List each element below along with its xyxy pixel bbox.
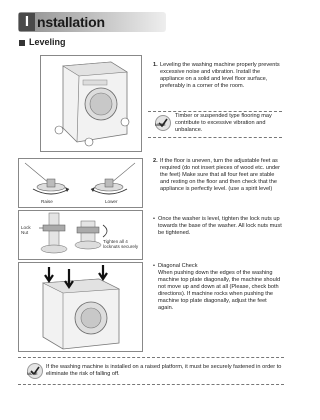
lower-label: Lower xyxy=(105,199,118,204)
note2-divider-top xyxy=(18,357,284,358)
page-title: nstallation xyxy=(37,14,105,30)
note2-text: If the washing machine is installed on a raised platform, it must be securely fastened in order to eliminate the risk of falling off. xyxy=(46,364,282,378)
section-square-icon xyxy=(19,40,25,46)
tighten-label: Tighten all 4 locknuts securely xyxy=(103,239,139,250)
diagonal-check-title: Diagonal Check xyxy=(158,263,198,269)
note2-divider-bottom xyxy=(18,384,284,385)
diagonal-check-icon xyxy=(19,263,142,351)
lock-nut-icon xyxy=(19,211,142,259)
lock-nut-label: Lock Nut xyxy=(21,225,31,236)
step-1-number: 1. xyxy=(153,62,158,68)
illustration-adjust-feet xyxy=(18,158,143,208)
bullet-lock-nut-text: Once the washer is level, tighten the lock nuts up towards the base of the washer. All lock nuts must be tightened. xyxy=(158,216,282,237)
illustration-diagonal-check xyxy=(18,262,143,352)
step-2-number: 2. xyxy=(153,158,158,164)
section-title: Leveling xyxy=(29,37,66,47)
illustration-lock-nut xyxy=(18,210,143,260)
note-badge: NOTE xyxy=(155,123,166,127)
note-divider-top xyxy=(148,111,282,112)
adjust-feet-icon xyxy=(19,159,142,207)
washer-icon xyxy=(41,56,141,151)
raise-label: Raise xyxy=(41,199,53,204)
step-1-text: Leveling the washing machine properly prevents excessive noise and vibration. Install the appliance on a solid and level floor surface, preferably in a corner of the room. xyxy=(160,62,280,90)
step-2-text: If the floor is uneven, turn the adjustable feet as required (do not insert pieces of wood etc. under the feet) Make sure that all four feet are stable and resting on the floor and then check that the appliance is perfectly level. (use a spirit level) xyxy=(160,158,281,193)
diagonal-check-text: When pushing down the edges of the washing machine top plate diagonally, the machine should not move up and down at all (Please, check both directions). If machine rocks when pushing the machine top plate diagonally, adjust the feet again. xyxy=(158,270,281,312)
note-divider-bottom xyxy=(148,137,282,138)
note-text: Timber or suspended type flooring may contribute to excessive vibration and unbalance. xyxy=(175,113,272,134)
bullet-dot: • xyxy=(153,216,155,222)
bullet-dot: • xyxy=(153,263,155,269)
note2-badge: NOTE xyxy=(27,372,38,376)
illustration-washer-level xyxy=(40,55,142,152)
header-cap-letter: I xyxy=(19,13,35,31)
